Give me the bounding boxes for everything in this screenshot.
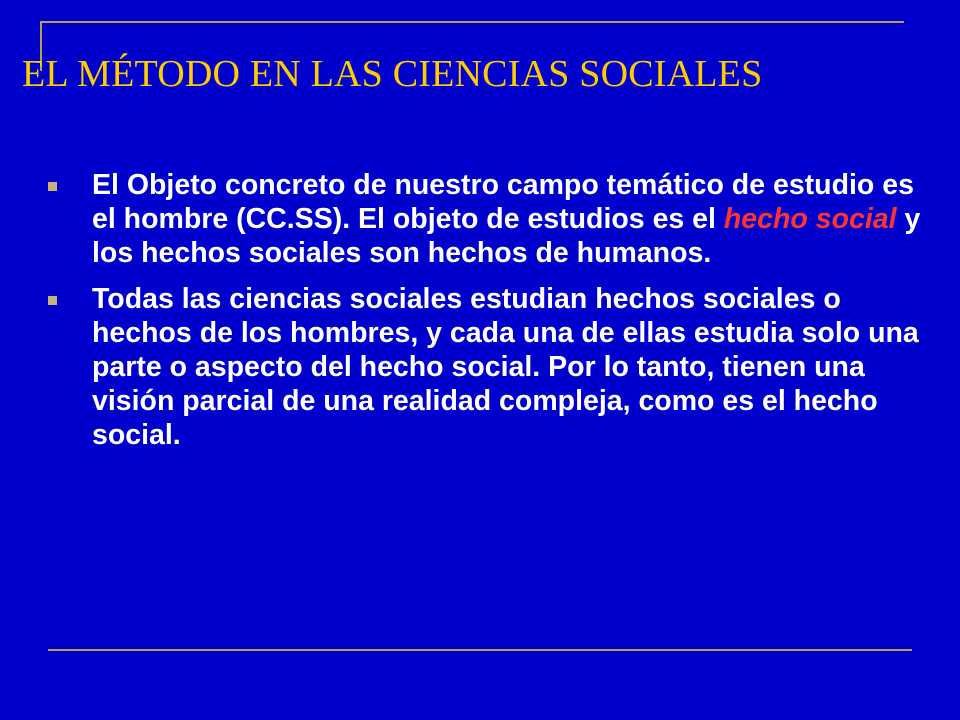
frame-top-line: [40, 21, 904, 23]
bullet-list: [48, 168, 928, 464]
bullet-item-1: [48, 168, 928, 270]
highlight-hecho-social: hecho social: [723, 203, 897, 235]
frame-bottom-line: [48, 649, 912, 651]
square-bullet-icon: [48, 296, 57, 305]
bullet-2-text: Todas las ciencias sociales estudian hechos sociales o hechos de los hombres, y cada una de ellas estudia solo una parte o aspecto del hecho social. Por lo tanto, tienen una visión parcial de una realidad compleja, como es el hecho social.: [92, 283, 919, 451]
slide-title: EL MÉTODO EN LAS CIENCIAS SOCIALES: [22, 53, 763, 95]
bullet-1-text-before: El Objeto concreto de nuestro campo temático de estudio es el hombre (CC.SS). El objeto de estudios es el: [92, 169, 914, 235]
square-bullet-icon: [48, 182, 57, 191]
bullet-item-2: [48, 282, 928, 452]
bullet-1-text-after: y los hechos sociales son hechos de humanos.: [92, 203, 921, 269]
